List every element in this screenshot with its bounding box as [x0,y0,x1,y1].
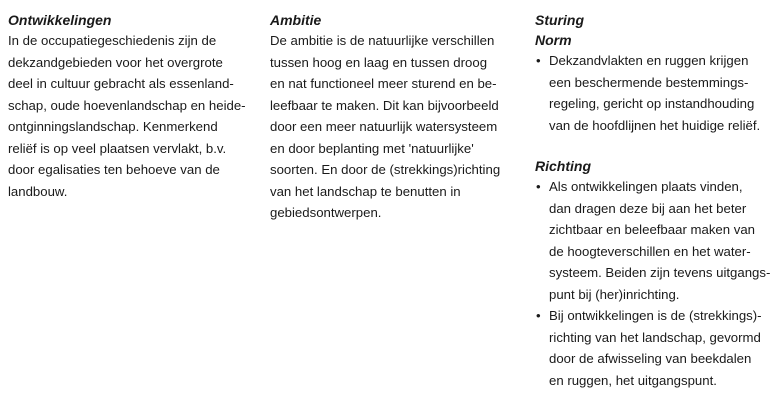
text-line: door de afwisseling van beekdalen [549,351,752,366]
text-line: van de hoofdlijnen het huidige reliëf. [549,117,761,133]
sturing-section [535,10,780,391]
text-line: Bij ontwikkelingen is de (strekkings)- [549,308,762,323]
text-line: van het landschap te benutten in [270,183,461,199]
ontwikkelingen-section [8,10,256,202]
text-line: In de occupatiegeschiedenis zijn de [8,33,217,48]
bullet-icon: • [536,53,541,68]
richting-bullet-list [535,176,780,391]
text-line: richting van het landschap, gevormd [549,329,761,345]
ontwikkelingen-paragraph [8,30,256,202]
text-line: en ruggen, het uitgangspunt. [549,372,717,388]
text-line: punt bij (her)inrichting. [549,286,680,302]
text-line: dan dragen deze bij aan het beter [549,200,747,216]
text-line: en door beplanting met 'natuurlijke' [270,140,474,156]
text-line: systeem. Beiden zijn tevens uitgangs- [549,265,771,280]
text-line: leefbaar te maken. Dit kan bijvoorbeeld [270,97,499,113]
text-line: door egalisaties ten behoeve van de [8,162,220,177]
ambitie-heading: Ambitie [270,12,322,28]
bullet-item [535,50,780,136]
bullet-item [535,176,780,305]
text-line: ontginningslandschap. Kenmerkend [8,119,218,134]
ambitie-paragraph [270,30,520,224]
text-line: tussen hoog en laag en tussen droog [270,54,488,70]
text-line: de hoogteverschillen en het water- [549,243,751,259]
bullet-item [535,305,780,391]
text-line: Als ontwikkelingen plaats vinden, [549,179,743,194]
text-line: regeling, gericht op instandhouding [549,96,755,111]
text-line: en nat functioneel meer sturend en be- [270,76,497,91]
text-line: reliëf is op veel plaatsen vervlakt, b.v. [8,140,227,156]
text-line: Dekzandvlakten en ruggen krijgen [549,53,749,68]
text-line: een beschermende bestemmings- [549,74,749,90]
norm-heading: Norm [535,32,572,48]
text-line: zichtbaar en beleefbaar maken van [549,222,756,237]
text-line: door een meer natuurlijk watersysteem [270,119,498,134]
ambitie-section [270,10,520,224]
text-line: landbouw. [8,183,68,199]
sturing-heading: Sturing [535,12,584,28]
text-line: gebiedsontwerpen. [270,205,382,220]
bullet-icon: • [536,308,541,323]
richting-heading: Richting [535,158,591,174]
text-line: deel in cultuur gebracht als essenland- [8,76,234,91]
text-line: schap, oude hoevenlandschap en heide- [8,97,246,113]
norm-bullet-list [535,50,780,136]
spacer [535,136,780,156]
text-line: soorten. En door de (strekkings)richting [270,162,501,177]
ontwikkelingen-heading: Ontwikkelingen [8,12,112,28]
text-line: De ambitie is de natuurlijke verschillen [270,33,495,48]
bullet-icon: • [536,179,541,194]
text-line: dekzandgebieden voor het overgrote [8,54,223,70]
